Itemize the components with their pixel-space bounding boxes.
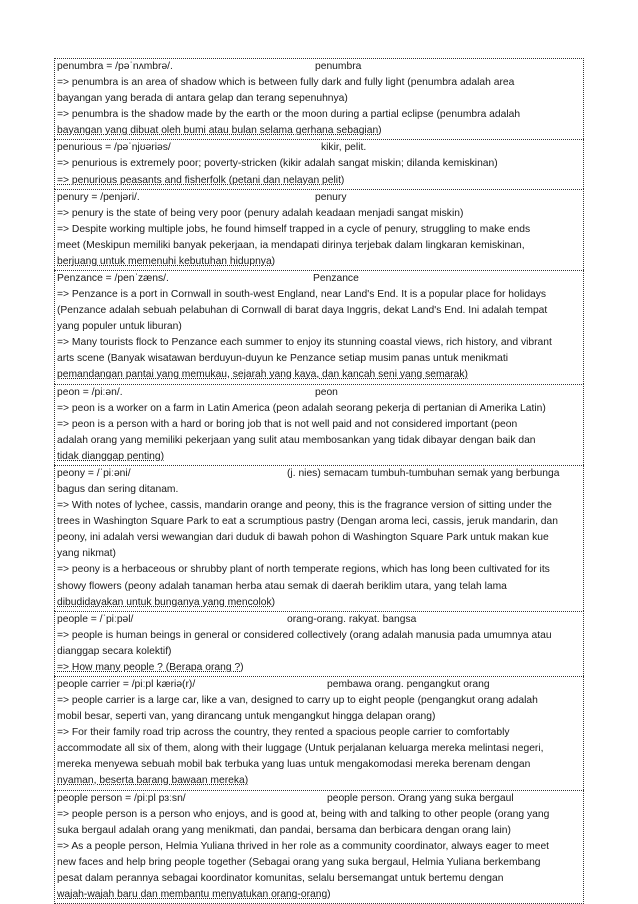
entry-line: yang populer untuk liburan) [57,321,182,333]
entry-term: peon = /piːən/. [57,386,123,398]
entry-line: => penumbra is the shadow made by the earth or the moon during a partial eclipse (penumbra adalah [57,109,521,121]
entry-line: trees in Washington Square Park to eat a scrumptious pastry (Dengan aroma leci, cassis, jeruk mandarin, dan [57,516,558,528]
entry-line: pemandangan pantai yang memukau, sejarah yang kaya, dan kancah seni yang semarak) [57,369,468,381]
entry-term: peony = /ˈpiːəni/ [57,467,131,479]
entry-line: yang nikmat) [57,548,116,560]
entry-term: Penzance = /penˈzæns/. [57,273,169,285]
entry-line: adalah orang yang memiliki pekerjaan yang sulit atau membosankan yang tidak dibayar dengan baik dan [57,434,536,446]
entry-line: => penurious peasants and fisherfolk (petani dan nelayan pelit) [57,174,345,186]
entry-line: => penumbra is an area of shadow which is between fully dark and fully light (penumbra adalah area [57,77,515,89]
entry-headline [57,385,581,401]
entry-term: penumbra = /pəˈnʌmbrə/. [57,61,173,72]
entry-line: => How many people ? (Berapa orang ?) [57,661,244,673]
entry-term: people carrier = /piːpl kæriə(r)/ [57,678,196,690]
entry-headline [57,466,581,482]
dictionary-entry [54,189,584,270]
entry-line: showy flowers (peony adalah tanaman herba atau semak di daerah beriklim utara, yang telah lama [57,580,507,592]
entry-line: => peon is a worker on a farm in Latin America (peon adalah seorang pekerja di pertanian di Amerika Latin) [57,402,546,414]
entry-line: => people person is a person who enjoys, and is good at, being with and talking to other people (orang yang [57,808,550,820]
dictionary-entry [54,58,584,139]
entry-line: bayangan yang dibuat oleh bumi atau bulan selama gerhana sebagian) [57,125,382,137]
entry-gloss: kikir, pelit. [321,142,367,154]
entry-line: pesat dalam perannya sebagai koordinator komunitas, selalu bersemangat untuk bertemu dengan [57,872,504,884]
entry-term: penurious = /pəˈnjʊəriəs/ [57,142,171,154]
entry-line: meet (Meskipun memiliki banyak pekerjaan, ia mendapati dirinya terjebak dalam lingkaran kemiskinan, [57,239,525,251]
entry-gloss: (j. nies) semacam tumbuh-tumbuhan semak yang berbunga [287,467,560,479]
entry-gloss: people person. Orang yang suka bergaul [327,792,514,804]
entry-line: wajah-wajah baru dan membantu menyatukan orang-orang) [57,888,331,900]
entry-line: => As a people person, Helmia Yuliana thrived in her role as a community coordinator, always eager to meet [57,840,550,852]
entry-line: => With notes of lychee, cassis, mandarin orange and peony, this is the fragrance version of sitting under the [57,500,552,512]
entry-gloss: pembawa orang. pengangkut orang [327,678,490,690]
entry-headline [57,612,581,628]
dictionary-page [54,58,584,904]
entry-line: => penury is the state of being very poor (penury adalah keadaan menjadi sangat miskin) [57,207,464,219]
dictionary-entry [54,611,584,676]
dictionary-entry [54,139,584,188]
entry-line: mereka menyewa sebuah mobil bak terbuka yang luas untuk mengakomodasi mereka berenam dengan [57,759,531,771]
entry-line: => Many tourists flock to Penzance each summer to enjoy its stunning coastal views, rich history, and vibrant [57,337,552,349]
entry-line: arts scene (Banyak wisatawan berduyun-duyun ke Penzance setiap musim panas untuk menikmati [57,353,509,365]
entry-line: berjuang untuk memenuhi kebutuhan hidupnya) [57,255,276,267]
entry-term: people person = /piːpl pɜːsn/ [57,792,186,804]
entry-headline [57,59,581,75]
entry-line: => Despite working multiple jobs, he found himself trapped in a cycle of penury, struggling to make ends [57,223,531,235]
entry-line: => peony is a herbaceous or shrubby plant of north temperate regions, which has long been cultivated for its [57,564,550,576]
entry-gloss: penury [315,191,347,203]
entry-term: penury = /penjəri/. [57,191,140,203]
entry-line: dianggap secara kolektif) [57,645,172,657]
entry-line: accommodate all six of them, along with their luggage (Untuk perjalanan keluarga mereka melintasi negeri, [57,743,544,755]
entry-line: bayangan yang berada di antara gelap dan terang sepenuhnya) [57,93,348,105]
entry-headline [57,140,581,156]
entry-headline [57,271,581,287]
entry-line: => Penzance is a port in Cornwall in south-west England, near Land's End. It is a popular place for holidays [57,289,547,301]
entry-line: (Penzance adalah sebuah pelabuhan di Cornwall di barat daya Inggris, dekat Land's End. Ini adalah tempat [57,305,548,317]
dictionary-entry [54,270,584,384]
entry-gloss: penumbra [315,61,362,72]
entry-line: dibudidayakan untuk bunganya yang mencolok) [57,596,276,608]
dictionary-entry [54,790,584,904]
entry-line: suka bergaul adalah orang yang menikmati, dan pandai, bersama dan berbicara dengan orang lain) [57,824,511,836]
entry-line: mobil besar, seperti van, yang dirancang untuk mengangkut hingga delapan orang) [57,711,436,723]
entry-line: => people carrier is a large car, like a van, designed to carry up to eight people (pengangkut orang adalah [57,695,538,707]
entry-term: people = /ˈpiːpəl/ [57,613,134,625]
entry-gloss: Penzance [313,273,359,285]
dictionary-entry [54,465,584,611]
entry-line: new faces and help bring people together (Sebagai orang yang suka bergaul, Helmia Yuliana berkembang [57,856,541,868]
entry-line: => peon is a person with a hard or boring job that is not well paid and not considered important (peon [57,418,518,430]
dictionary-entry [54,676,584,790]
entry-line: => penurious is extremely poor; poverty-stricken (kikir adalah sangat miskin; dilanda kemiskinan) [57,158,498,170]
dictionary-entry [54,384,584,465]
entry-gloss: orang-orang. rakyat. bangsa [287,613,417,625]
entry-gloss: peon [315,386,338,398]
entry-line: nyaman, beserta barang bawaan mereka) [57,775,249,787]
entry-headline [57,677,581,693]
entry-line: bagus dan sering ditanam. [57,484,179,496]
entry-line: peony, ini adalah versi wewangian dari duduk di bawah pohon di Washington Square Park untuk makan kue [57,532,549,544]
entry-line: tidak dianggap penting) [57,450,165,462]
entry-headline [57,190,581,206]
entry-headline [57,791,581,807]
entry-line: => people is human beings in general or considered collectively (orang adalah manusia pada umumnya atau [57,629,552,641]
entry-line: => For their family road trip across the country, they rented a spacious people carrier to comfortably [57,727,510,739]
